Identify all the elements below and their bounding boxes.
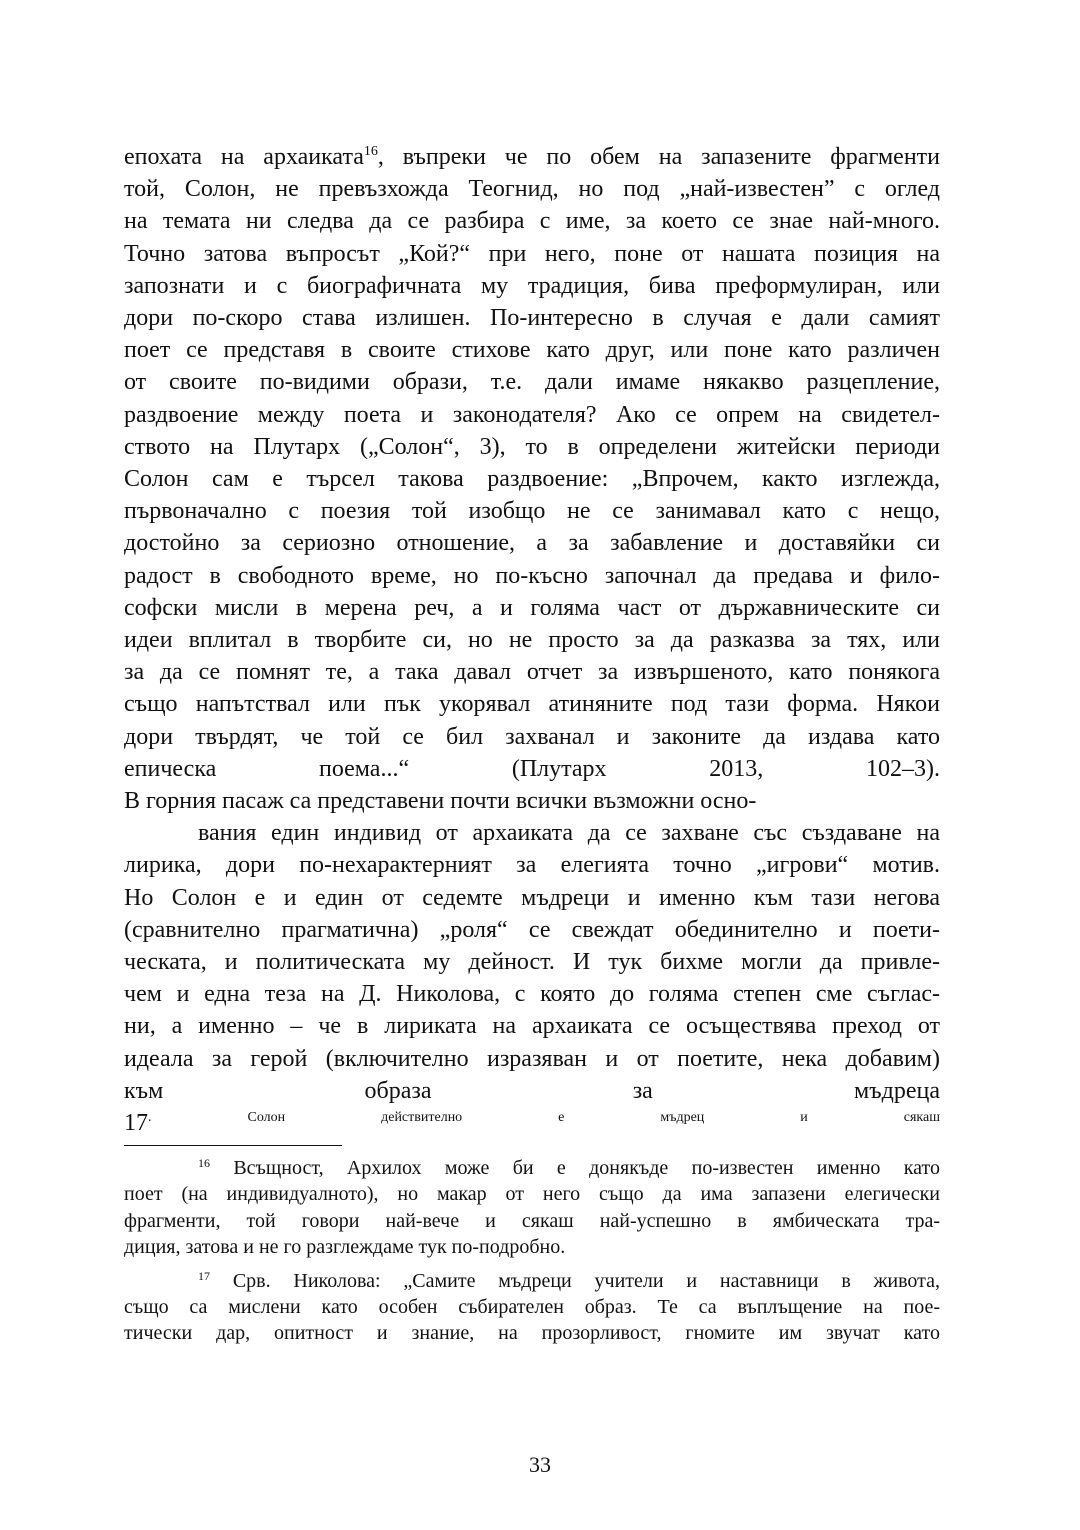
text-line: ството на Плутарх („Солон“, 3), то в определени житейски периоди [124,433,940,460]
text-line: за да се помнят те, а така давал отчет за извършеното, като понякога [124,659,940,686]
text-line: Точно затова въпросът „Кой?“ при него, поне от нашата позиция на [124,240,940,267]
footnote-line: диция, затова и не го разглеждаме тук по-подробно. [124,1236,566,1259]
text-line: първоначално с поезия той изобщо не се занимавал като с нещо, [124,498,940,525]
footnote-ref-16[interactable]: 16 [363,144,378,159]
footnote-number: 17 [198,1268,210,1283]
text-line: също напътствал или пък укорявал атиняните под тази форма. Някои [124,691,940,718]
footnote-number: 16 [198,1156,210,1170]
text-line: софски мисли в мерена реч, а и голяма част от държавническите си [124,594,940,621]
text-line: към образа за мъдреца [124,1077,940,1104]
text-line: лирика, дори по-нехарактерният за елегията точно „игрови“ мотив. [124,852,940,879]
text-line: Солон сам е търсел такова раздвоение: „Впрочем, както изглежда, [124,466,940,493]
text-line: идеи вплитал в творбите си, но не просто за да разказва за тях, или [124,627,940,654]
text-line: $17^{. Солон действително е мъдрец и сякаш}$ [124,1110,940,1137]
footnote-17 [124,1268,940,1347]
footnote-ref-17[interactable]: . Солон действително е мъдрец и сякаш [148,1110,940,1126]
footnote-line: поет (на индивидуалното), но макар от него също да има запазени елегически [124,1183,940,1206]
main-text [124,141,940,1139]
text-line: Но Солон е и един от седемте мъдреци и именно към тази негова [124,884,940,911]
text-line: ни, а именно – че в лириката на архаиката се осъществява преход от [124,1013,940,1040]
text-line: радост в свободното време, но по-късно започнал да предава и фило- [124,562,940,589]
text-line: (сравнително прагматична) „роля“ се свеждат обединително и поети- [124,916,940,943]
text-line: В горния пасаж са представени почти всички възможни осно- [124,788,757,815]
text-line: епохата на архаиката$^{16}$, въпреки че по обем на запазените фрагменти [124,144,940,170]
text-line: епическа поема...“ (Плутарх 2013, 102–3). [124,755,940,782]
footnotes [124,1155,940,1354]
text-line: от своите по-видими образи, т.е. дали имаме някакво разцепление, [124,369,940,396]
footnote-line: $^{17}$ Срв. Николова: „Самите мъдреци учители и наставници в живота, [198,1268,940,1292]
footnote-line: тически дар, опитност и знание, на прозорливост, гномите им звучат като [124,1322,940,1345]
text-line: раздвоение между поета и законодателя? Ако се опрем на свидетел- [124,401,940,428]
text-line: на темата ни следва да се разбира с име, за което се знае най-много. [124,208,940,235]
footnote-line: фрагменти, той говори най-вече и сякаш най-успешно в ямбическата тра- [124,1209,940,1232]
text-line: чем и една теза на Д. Николова, с която до голяма степен сме съглас- [124,981,940,1008]
text-line: запознати и с биографичната му традиция, бива преформулиран, или [124,272,940,299]
text-line: ческата, и политическата му дейност. И тук бихме могли да привле- [124,949,940,976]
footnote-16 [124,1155,940,1261]
footnote-divider [124,1145,342,1146]
text-line: поет се представя в своите стихове като друг, или поне като различен [124,337,940,364]
text-line: идеала за герой (включително изразяван и от поетите, нека добавим) [124,1045,940,1072]
page-number: 33 [529,1452,551,1477]
paragraph-first-line: вания един индивид от архаиката да се захване със създаване на [198,820,940,847]
text-line: той, Солон, не превъзхожда Теогнид, но под „най-известен” с оглед [124,176,940,203]
footnote-line: също са мислени като особен събирателен образ. Те са въплъщение на пое- [124,1296,940,1319]
text-line: дори твърдят, че той се бил захванал и законите да издава като [124,723,940,750]
footnote-line: $^{16}$ Всъщност, Архилох може би е донякъде по-известен именно като [198,1156,940,1179]
text-line: дори по-скоро става излишен. По-интересно в случая е дали самият [124,305,940,332]
text-line: достойно за сериозно отношение, а за забавление и доставяйки си [124,530,940,557]
